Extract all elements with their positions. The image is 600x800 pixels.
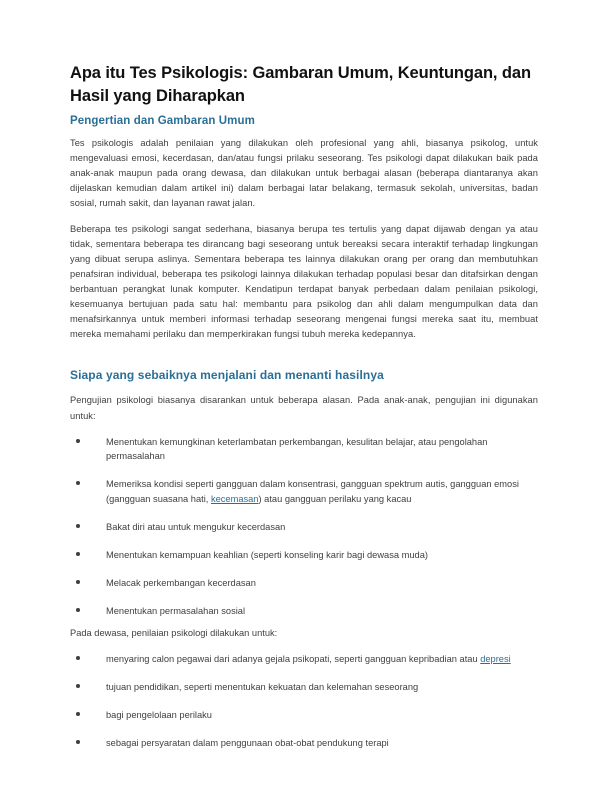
list-item — [70, 680, 538, 695]
bullet-icon — [76, 524, 80, 528]
list-item-text: bagi pengelolaan perilaku — [106, 710, 212, 721]
children-reasons-list — [70, 435, 538, 619]
paragraph-reasons-intro: Pengujian psikologi biasanya disarankan untuk beberapa alasan. Pada anak-anak, pengujian ini digunakan untuk: — [70, 395, 538, 421]
list-item — [70, 435, 538, 465]
bullet-icon — [76, 580, 80, 584]
bullet-icon — [76, 740, 80, 744]
paragraph-adults-intro: Pada dewasa, penilaian psikologi dilakukan untuk: — [70, 627, 278, 638]
list-item — [70, 604, 538, 619]
bullet-icon — [76, 608, 80, 612]
bullet-icon — [76, 656, 80, 660]
bullet-icon — [76, 712, 80, 716]
link-depresi[interactable]: depresi — [480, 654, 511, 665]
bullet-icon — [76, 439, 80, 443]
list-item — [70, 576, 538, 591]
page-title: Apa itu Tes Psikologis: Gambaran Umum, Keuntungan, dan Hasil yang Diharapkan — [70, 64, 531, 106]
list-item — [70, 736, 538, 751]
list-item — [70, 477, 538, 507]
list-item-text: Menentukan kemampuan keahlian (seperti konseling karir bagi dewasa muda) — [106, 549, 428, 560]
list-item — [70, 548, 538, 563]
list-item-text: Bakat diri atau untuk mengukur kecerdasan — [106, 522, 286, 533]
bullet-icon — [76, 481, 80, 485]
bullet-icon — [76, 552, 80, 556]
link-kecemasan[interactable]: kecemasan — [210, 494, 259, 505]
list-item — [70, 708, 538, 723]
list-item-text-after: ) atau gangguan perilaku yang kacau — [258, 494, 412, 505]
list-item-text: Melacak perkembangan kecerdasan — [106, 577, 256, 588]
list-item-text: sebagai persyaratan dalam penggunaan obat-obat pendukung terapi — [106, 738, 389, 749]
list-item — [70, 520, 538, 535]
paragraph-test-types: Beberapa tes psikologi sangat sederhana, biasanya berupa tes tertulis yang dapat dijawab dengan ya atau tidak, sementara beberapa tes dirancang bagi seseorang untuk bereaksi secara interaktif terhadap lingkungan yang dibuat serupa aslinya. Sementara beberapa tes lainnya dilakukan orang per orang dan membutuhkan penafsiran individual, beberapa tes psikologi lainnya dilakukan terhadap populasi besar dan ditafsirkan dengan berbantuan perangkat lunak komputer. Kendatipun terdapat banyak perbedaan dalam penilaian psikologi, kesemuanya bertujuan pada satu hal: membantu para psikolog dan ahli dalam mengumpulkan data dan menafsirkannya untuk memberi informasi terhadap seseorang mengenai fungsi mereka saat itu, membuat mereka memahami perilaku dan memperkirakan fungsi tubuh mereka kedepannya. — [70, 224, 538, 340]
list-item-text: Menentukan kemungkinan keterlambatan perkembangan, kesulitan belajar, atau pengolahan permasalahan — [106, 436, 488, 462]
list-item-text: Menentukan permasalahan sosial — [106, 605, 246, 616]
adults-reasons-list — [70, 652, 538, 751]
section-heading-overview: Pengertian dan Gambaran Umum — [70, 114, 255, 127]
list-item — [70, 652, 538, 667]
section-heading-who-should: Siapa yang sebaiknya menjalani dan menanti hasilnya — [70, 368, 384, 383]
list-item-text: menyaring calon pegawai dari adanya gejala psikopati, seperti gangguan kepribadian atau — [106, 654, 481, 665]
list-item-text: tujuan pendidikan, seperti menentukan kekuatan dan kelemahan seseorang — [106, 682, 419, 693]
bullet-icon — [76, 684, 80, 688]
paragraph-definition: Tes psikologis adalah penilaian yang dilakukan oleh profesional yang ahli, biasanya psikolog, untuk mengevaluasi emosi, kecerdasan, dan/atau fungsi prilaku seseorang. Tes psikologi dapat dilakukan baik pada anak-anak maupun pada orang dewasa, dan dilakukan untuk berbagai alasan (beberapa diantaranya akan dijelaskan kemudian dalam artikel ini) dalam berbagai latar belakang, termasuk sekolah, universitas, badan sosial, rumah sakit, dan layanan rawat jalan. — [70, 137, 538, 209]
list-item-text: Memeriksa kondisi seperti gangguan dalam konsentrasi, gangguan spektrum autis, gangguan emosi (gangguan suasana hati, — [106, 479, 519, 505]
